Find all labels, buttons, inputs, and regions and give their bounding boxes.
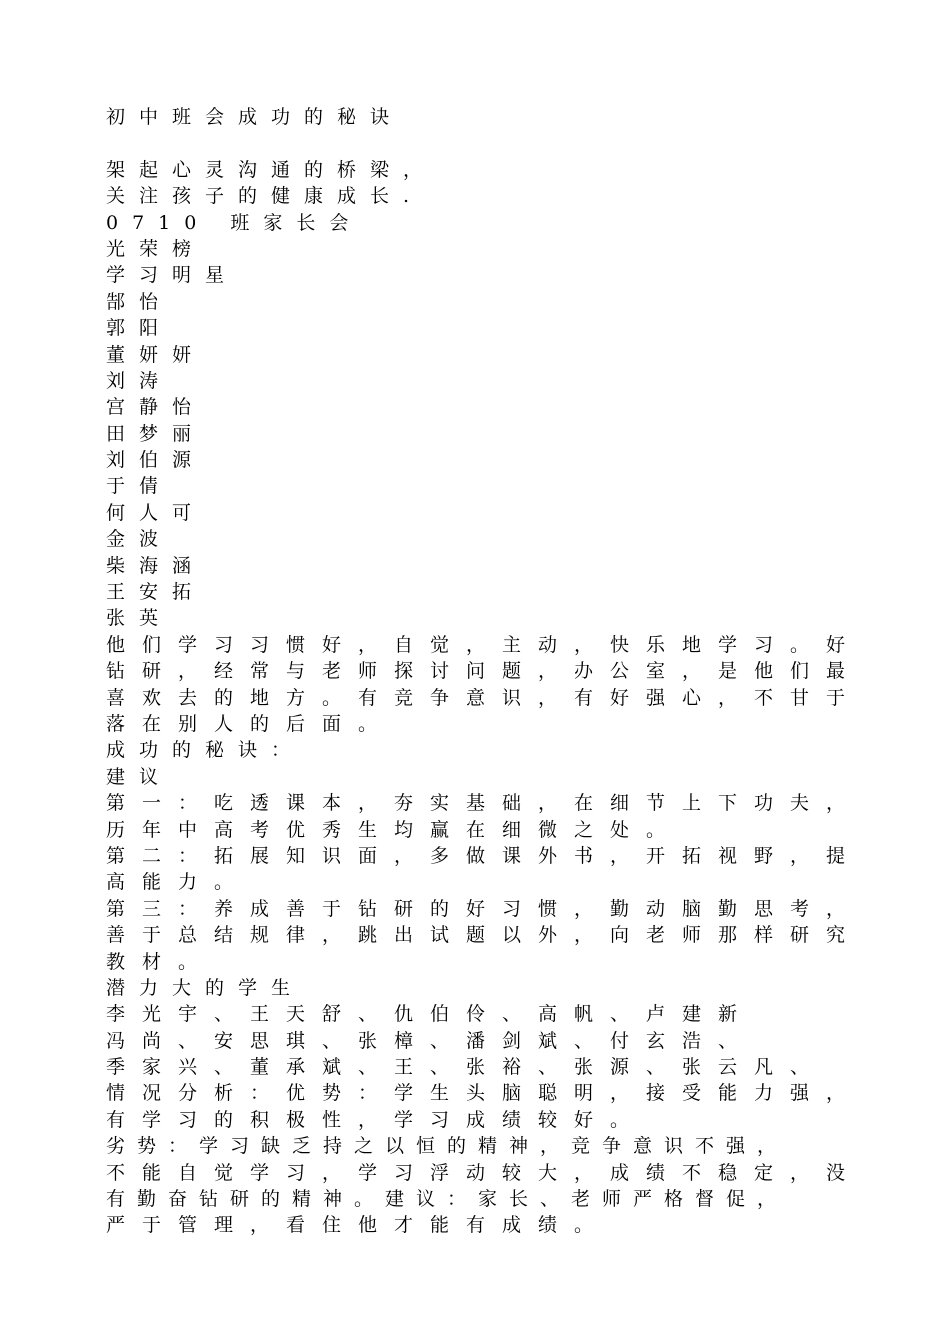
paragraph-line: 第三：养成善于钻研的好习惯，勤动脑勤思考， [106, 897, 863, 920]
paragraph-line: 教材。 [106, 950, 215, 973]
paragraph-line: 第一：吃透课本，夯实基础，在细节上下功夫， [106, 792, 863, 815]
student-name: 田梦丽 [106, 422, 206, 445]
section-heading: 建议 [106, 765, 173, 788]
paragraph-line: 高能力。 [106, 871, 251, 894]
section-heading: 成功的秘诀： [106, 739, 305, 762]
student-name: 柴海涵 [106, 554, 206, 577]
paragraph-line: 有学习的积极性，学习成绩较好。 [106, 1108, 647, 1131]
student-name: 宫静怡 [106, 396, 206, 419]
paragraph-line: 不能自觉学习，学习浮动较大，成绩不稳定，没 [106, 1161, 863, 1184]
paragraph-line: 落在别人的后面。 [106, 712, 395, 735]
paragraph-line: 冯尚、安思琪、张樟、潘剑斌、付玄浩、 [106, 1029, 755, 1052]
text-line: 学习明星 [106, 264, 239, 287]
paragraph-line: 喜欢去的地方。有竞争意识，有好强心，不甘于 [106, 686, 863, 709]
paragraph-line: 他们学习习惯好，自觉，主动，快乐地学习。好 [106, 633, 863, 656]
student-name: 何人可 [106, 501, 206, 524]
paragraph-line: 严于管理，看住他才能有成绩。 [106, 1214, 611, 1237]
document-page [106, 104, 866, 1239]
paragraph-line: 善于总结规律，跳出试题以外，向老师那样研究 [106, 924, 863, 947]
student-name: 王安拓 [106, 581, 206, 604]
student-name: 刘涛 [106, 369, 173, 392]
student-name: 郭阳 [106, 317, 173, 340]
student-name: 于倩 [106, 475, 173, 498]
document-title: 初中班会成功的秘诀 [106, 106, 404, 128]
paragraph-line: 历年中高考优秀生均赢在细微之处。 [106, 818, 683, 841]
paragraph-line: 有勤奋钻研的精神。建议：家长、老师严格督促， [106, 1188, 789, 1211]
student-name: 金波 [106, 528, 173, 551]
paragraph-line: 第二：拓展知识面，多做课外书，开拓视野，提 [106, 844, 863, 867]
paragraph-line: 李光宇、王天舒、仇伯伶、高帆、卢建新 [106, 1003, 755, 1026]
paragraph-line: 钻研，经常与老师探讨问题，办公室，是他们最 [106, 660, 863, 683]
paragraph-line: 情况分析：优势：学生头脑聪明，接受能力强， [106, 1082, 863, 1105]
text-line: 架起心灵沟通的桥梁， [106, 158, 437, 181]
student-name: 张英 [106, 607, 173, 630]
student-name: 董妍妍 [106, 343, 206, 366]
text-line: 0710 班家长会 [106, 211, 363, 234]
section-heading: 潜力大的学生 [106, 976, 305, 999]
text-line: 光荣榜 [106, 237, 206, 260]
text-line: 关注孩子的健康成长. [106, 185, 424, 208]
student-name: 郜怡 [106, 290, 173, 313]
paragraph-line: 劣势：学习缺乏持之以恒的精神，竞争意识不强， [106, 1135, 789, 1158]
student-name: 刘伯源 [106, 449, 206, 472]
paragraph-line: 季家兴、董承斌、王、张裕、张源、张云凡、 [106, 1056, 827, 1079]
